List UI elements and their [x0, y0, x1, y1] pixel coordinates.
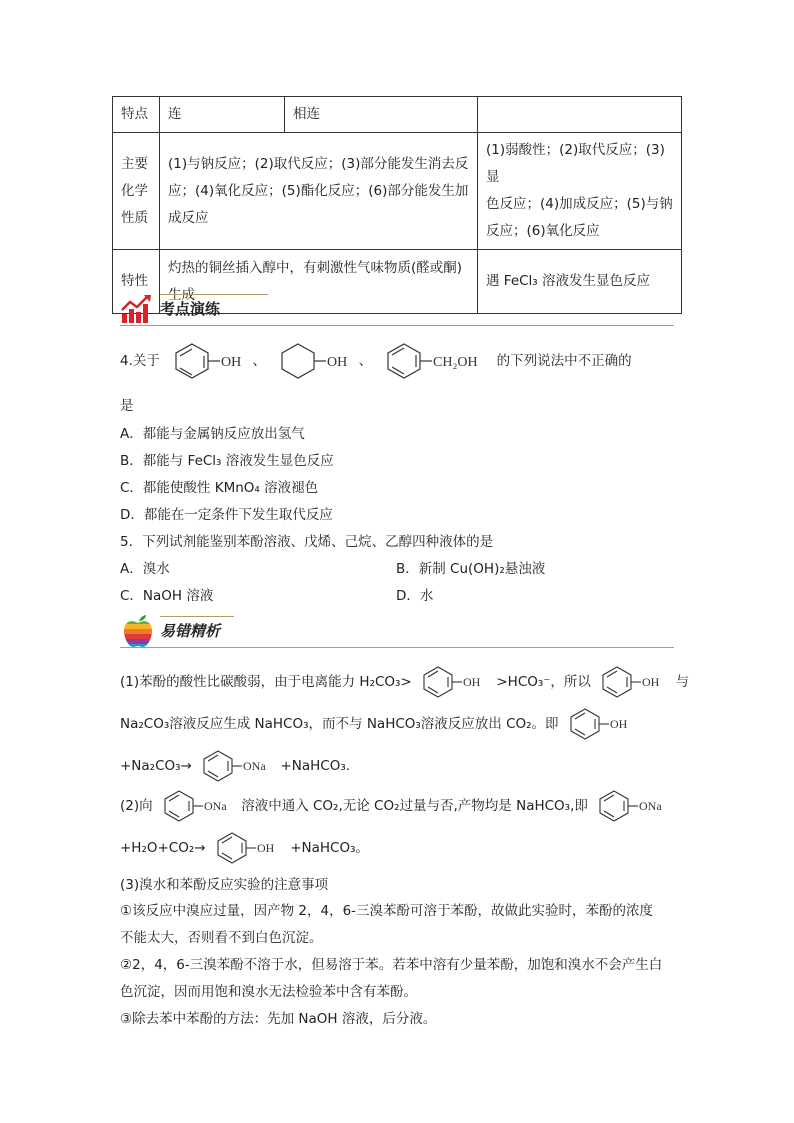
- q4-prefix: 4.关于: [120, 353, 160, 369]
- benzyl-alcohol-structure: [376, 343, 492, 379]
- text: (2)向: [120, 798, 153, 814]
- ch2oh-label: CH₂OH: [433, 355, 478, 370]
- hydroxyl-label: OH: [327, 355, 348, 370]
- text: +H₂O+CO₂→: [120, 840, 206, 856]
- header-rule: [120, 647, 674, 648]
- cell-line: (1)与钠反应；(2)取代反应；(3)部分能发生消去反: [168, 155, 469, 172]
- q5-stem: 5．下列试剂能鉴别苯酚溶液、戊烯、己烷、乙醇四种液体的是: [120, 534, 494, 550]
- cell-line: 灼热的铜丝插入醇中，有刺激性气味物质(醛或酮): [168, 259, 463, 276]
- pitfall-3-item-1a: ①该反应中溴应过量，因产物 2，4，6-三溴苯酚可溶于苯酚，故做此实验时，苯酚的浓度: [120, 903, 654, 919]
- text: 与: [675, 674, 690, 690]
- pitfall-3-title: (3)溴水和苯酚反应实验的注意事项: [120, 877, 329, 893]
- cell: [160, 133, 478, 250]
- row-label: [113, 133, 160, 250]
- section-header-pitfalls: [120, 614, 674, 648]
- header-top-rule: [160, 616, 234, 617]
- separator: 、: [358, 353, 373, 369]
- text: +NaHCO₃.: [280, 758, 351, 774]
- pitfall-2-line-1: [120, 789, 672, 823]
- hydroxyl-label: OH: [609, 717, 628, 731]
- q4-option-c: C．都能使酸性 KMnO₄ 溶液褪色: [120, 480, 319, 496]
- pitfall-3-item-1b: 不能太大，否则看不到白色沉淀。: [120, 930, 323, 946]
- sodium-phenoxide-structure: [196, 750, 276, 782]
- header-rule: [120, 325, 674, 326]
- cell: [478, 97, 682, 133]
- pitfall-3-item-2b: 色沉淀，因而用饱和溴水无法检验苯中含有苯酚。: [120, 984, 417, 1000]
- q4-option-a: A．都能与金属钠反应放出氢气: [120, 426, 305, 442]
- q4-suffix: 的下列说法中不正确的: [496, 353, 632, 369]
- ona-label: ONa: [203, 799, 227, 813]
- q5-option-d: D．水: [396, 588, 434, 604]
- phenol-structure: [595, 666, 671, 698]
- cyclohexanol-structure: [270, 343, 354, 379]
- ona-label: ONa: [639, 799, 662, 813]
- q4-continuation: 是: [120, 398, 134, 414]
- cell: 连: [160, 97, 285, 133]
- label-line: 主要: [121, 155, 148, 172]
- label-line: 性质: [121, 209, 148, 226]
- phenol-structure: [164, 343, 248, 379]
- phenol-structure: [416, 666, 492, 698]
- hydroxyl-label: OH: [256, 841, 275, 855]
- text: (1)苯酚的酸性比碳酸弱，由于电离能力 H₂CO₃>: [120, 674, 412, 690]
- q5-option-c: C．NaOH 溶液: [120, 588, 214, 604]
- separator: 、: [252, 353, 266, 369]
- text: +Na₂CO₃→: [120, 758, 192, 774]
- section-title: 考点演练: [160, 300, 221, 318]
- cell: 相连: [285, 97, 478, 133]
- cell-line: (1)弱酸性；(2)取代反应；(3)显: [486, 142, 665, 185]
- text: +NaHCO₃。: [290, 840, 369, 856]
- cell: [478, 133, 682, 250]
- section-header-practice: [120, 292, 674, 326]
- cell-line: 色反应；(4)加成反应；(5)与钠: [486, 196, 673, 212]
- pitfall-3-item-2a: ②2，4，6-三溴苯酚不溶于水，但易溶于苯。若苯中溶有少量苯酚，加饱和溴水不会产生白: [120, 957, 663, 973]
- text: >HCO₃⁻，所以: [496, 674, 591, 690]
- row-label: 特点: [113, 97, 160, 133]
- q5-option-b: B．新制 Cu(OH)₂悬浊液: [396, 561, 546, 577]
- pitfall-3-item-3: ③除去苯中苯酚的方法：先加 NaOH 溶液，后分液。: [120, 1011, 437, 1027]
- pitfall-1-line-1: [120, 665, 689, 699]
- sodium-phenoxide-structure: [157, 790, 237, 822]
- table-row: [113, 97, 682, 133]
- section-title: 易错精析: [160, 622, 221, 640]
- text: 溶液中通入 CO₂,无论 CO₂过量与否,产物均是 NaHCO₃,即: [241, 798, 588, 814]
- row-label: 特性: [113, 250, 160, 314]
- table-row: [113, 133, 682, 250]
- pitfall-1-line-3: [120, 749, 350, 783]
- cell-line: 反应；(6)氧化反应: [486, 223, 600, 239]
- ona-label: ONa: [243, 759, 266, 773]
- cell: 遇 FeCl₃ 溶液发生显色反应: [478, 250, 682, 314]
- pitfall-1-line-2: [120, 707, 639, 741]
- phenol-structure: [210, 832, 286, 864]
- cell-line: 应；(4)氧化反应；(5)酯化反应；(6)部分能发生加: [168, 182, 469, 199]
- label-line: 化学: [121, 182, 148, 199]
- apple-logo-icon: [122, 614, 154, 648]
- header-top-rule: [160, 294, 268, 295]
- q4-option-d: D．都能在一定条件下发生取代反应: [120, 507, 333, 523]
- q4-option-b: B．都能与 FeCl₃ 溶液发生显色反应: [120, 453, 334, 469]
- properties-table: [112, 96, 682, 314]
- hydroxyl-label: OH: [221, 355, 242, 370]
- phenol-structure: [563, 708, 639, 740]
- hydroxyl-label: OH: [642, 675, 660, 689]
- cell-line: 生成: [168, 286, 195, 303]
- bar-chart-arrow-icon: [120, 294, 152, 324]
- cell-line: 成反应: [168, 209, 209, 226]
- sodium-phenoxide-structure: [592, 790, 672, 822]
- text: Na₂CO₃溶液反应生成 NaHCO₃，而不与 NaHCO₃溶液反应放出 CO₂。即: [120, 716, 559, 732]
- hydroxyl-label: OH: [463, 675, 481, 689]
- question-4-stem: [120, 343, 632, 379]
- pitfall-2-line-2: [120, 831, 369, 865]
- q5-option-a: A．溴水: [120, 561, 170, 577]
